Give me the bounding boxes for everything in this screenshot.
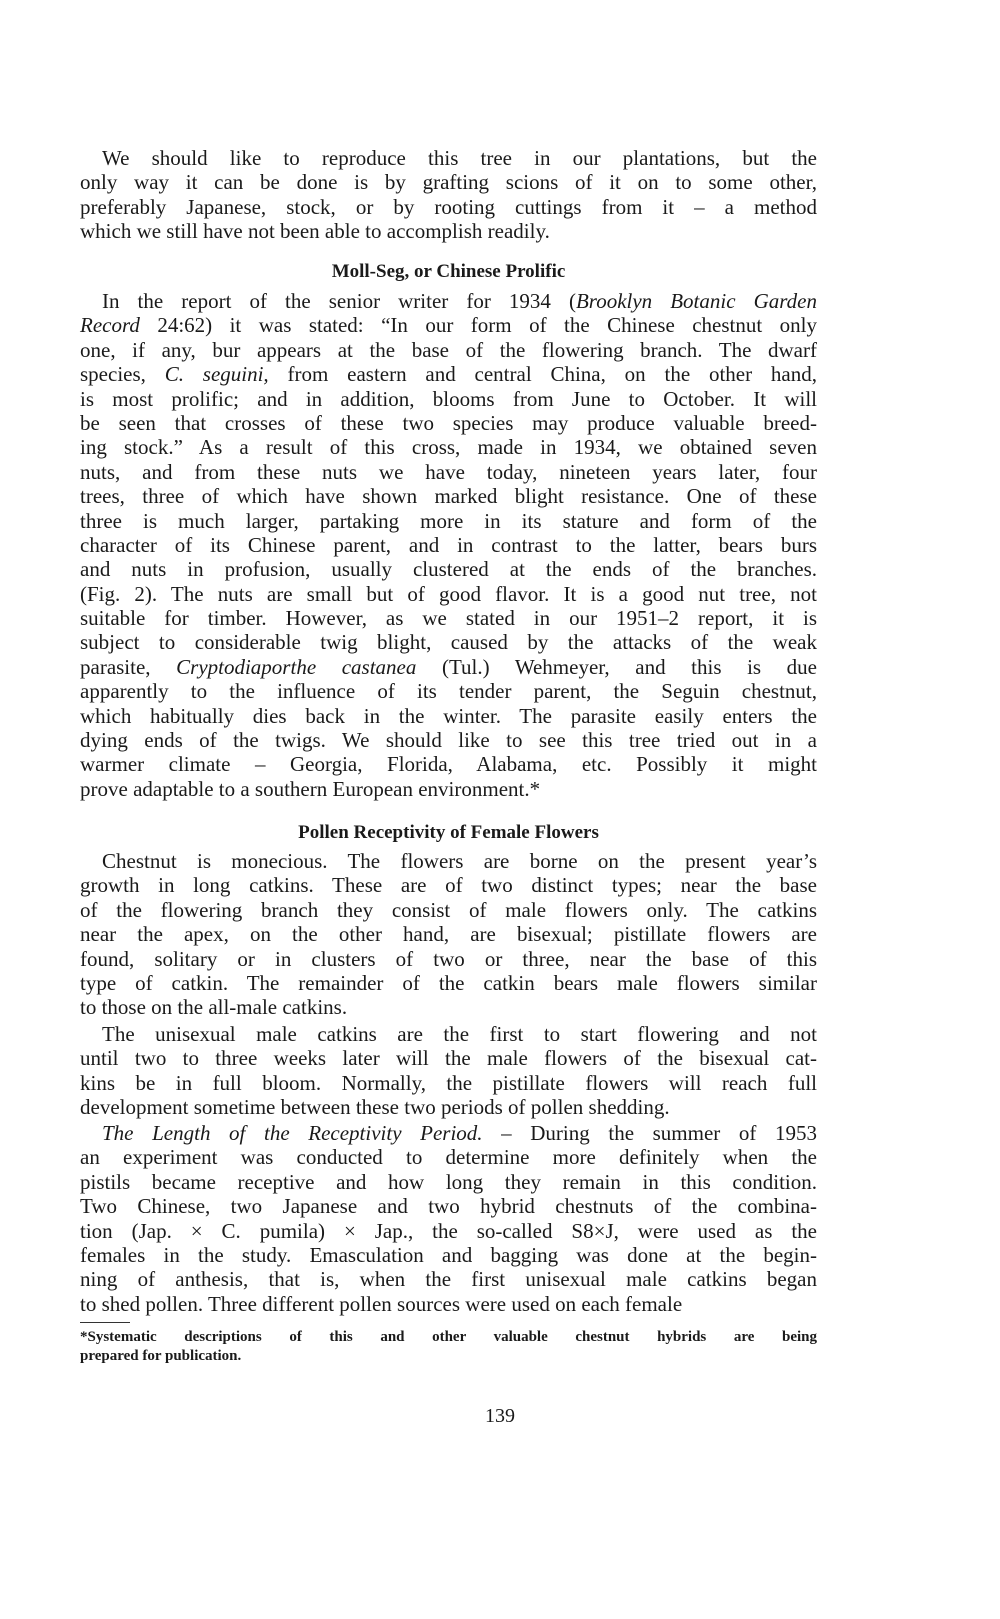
paragraph-monecious bbox=[80, 849, 817, 1020]
italic-text: Brooklyn Botanic Garden bbox=[575, 289, 817, 313]
italic-text: Cryptodiaporthe castanea bbox=[176, 654, 417, 679]
text-line: warmer climate – Georgia, Florida, Alabama, etc. Possibly it might bbox=[80, 752, 817, 777]
text-line: Chestnut is monecious. The flowers are borne on the present year’s bbox=[102, 849, 817, 873]
paragraph-moll-seg bbox=[80, 289, 817, 801]
text-line: kins be in full bloom. Normally, the pistillate flowers will reach full bbox=[80, 1070, 817, 1095]
text-line: We should like to reproduce this tree in our plantations, but the bbox=[102, 146, 817, 170]
text-line: which habitually dies back in the winter. The parasite easily enters the bbox=[80, 703, 817, 728]
text-line: near the apex, on the other hand, are bisexual; pistillate flowers are bbox=[80, 922, 817, 947]
text-line: is most prolific; and in addition, blooms from June to October. It will bbox=[80, 386, 817, 411]
italic-text: C. seguini, bbox=[164, 362, 269, 387]
text-line: one, if any, bur appears at the base of the flowering branch. The dwarf bbox=[80, 337, 817, 362]
text-line: which we still have not been able to accomplish readily. bbox=[80, 219, 550, 244]
text-line bbox=[80, 1121, 817, 1145]
text-line: to those on the all-male catkins. bbox=[80, 995, 348, 1020]
footnote bbox=[80, 1328, 817, 1366]
text-line bbox=[80, 313, 817, 337]
text-segment: 24:62) it was stated: “In our form of the Chinese chestnut only bbox=[139, 313, 817, 338]
text-line: and nuts in profusion, usually clustered at the ends of the branches. bbox=[80, 557, 817, 582]
text-segment: from eastern and central China, on the other hand, bbox=[268, 362, 817, 387]
text-line: character of its Chinese parent, and in contrast to the latter, bears burs bbox=[80, 532, 817, 557]
page-number: 139 bbox=[485, 1405, 515, 1427]
text-line bbox=[80, 655, 817, 679]
text-line: development sometime between these two periods of pollen shedding. bbox=[80, 1095, 670, 1120]
text-segment: (Tul.) Wehmeyer, and this is due bbox=[416, 654, 817, 679]
section-heading-pollen-receptivity: Pollen Receptivity of Female Flowers bbox=[298, 822, 599, 843]
text-line: (Fig. 2). The nuts are small but of good flavor. It is a good nut tree, not bbox=[80, 581, 817, 606]
text-line: three is much larger, partaking more in its stature and form of the bbox=[80, 508, 817, 533]
text-line: of the flowering branch they consist of male flowers only. The catkins bbox=[80, 897, 817, 922]
text-segment: In the report of the senior writer for 1934 ( bbox=[102, 289, 576, 313]
text-line: to shed pollen. Three different pollen sources were used on each female bbox=[80, 1291, 683, 1316]
text-line: ing stock.” As a result of this cross, made in 1934, we obtained seven bbox=[80, 435, 817, 460]
text-line bbox=[80, 289, 817, 313]
text-line: be seen that crosses of these two species may produce valuable breed- bbox=[80, 410, 817, 435]
text-line: Two Chinese, two Japanese and two hybrid chestnuts of the combina- bbox=[80, 1194, 817, 1219]
text-line: The unisexual male catkins are the first to start flowering and not bbox=[102, 1022, 817, 1046]
text-line: growth in long catkins. These are of two distinct types; near the base bbox=[80, 873, 817, 898]
text-line bbox=[80, 362, 817, 386]
text-line: apparently to the influence of its tender parent, the Seguin chestnut, bbox=[80, 679, 817, 704]
text-line: until two to three weeks later will the male flowers of the bisexual cat- bbox=[80, 1046, 817, 1071]
text-line: preferably Japanese, stock, or by rooting cuttings from it – a method bbox=[80, 194, 817, 219]
text-line: subject to considerable twig blight, caused by the attacks of the weak bbox=[80, 630, 817, 655]
footnote-rule bbox=[80, 1322, 130, 1323]
text-line: ning of anthesis, that is, when the first unisexual male catkins began bbox=[80, 1267, 817, 1292]
text-line: prove adaptable to a southern European environment.* bbox=[80, 776, 541, 801]
text-line: dying ends of the twigs. We should like to see this tree tried out in a bbox=[80, 728, 817, 753]
text-segment: parasite, bbox=[80, 654, 177, 679]
footnote-line: *Systematic descriptions of this and other valuable chestnut hybrids are being bbox=[80, 1329, 817, 1345]
text-segment: – During the summer of 1953 bbox=[482, 1121, 817, 1145]
text-segment: species, bbox=[80, 362, 165, 387]
text-line: suitable for timber. However, as we stated in our 1951–2 report, it is bbox=[80, 606, 817, 631]
section-heading-moll-seg: Moll-Seg, or Chinese Prolific bbox=[331, 261, 566, 282]
italic-text: Record bbox=[80, 313, 140, 338]
text-line: pistils became receptive and how long they remain in this condition. bbox=[80, 1169, 817, 1194]
italic-text: The Length of the Receptivity Period. bbox=[102, 1121, 483, 1145]
paragraph-receptivity-period bbox=[80, 1121, 817, 1316]
text-line: only way it can be done is by grafting scions of it on to some other, bbox=[80, 170, 817, 195]
text-line: nuts, and from these nuts we have today, nineteen years later, four bbox=[80, 459, 817, 484]
text-line: females in the study. Emasculation and bagging was done at the begin- bbox=[80, 1242, 817, 1267]
text-line: trees, three of which have shown marked blight resistance. One of these bbox=[80, 484, 817, 509]
paragraph-intro bbox=[80, 146, 817, 244]
text-line: type of catkin. The remainder of the catkin bears male flowers similar bbox=[80, 970, 817, 995]
text-line: tion (Jap. × C. pumila) × Jap., the so-called S8×J, were used as the bbox=[80, 1218, 817, 1243]
text-line: an experiment was conducted to determine more definitely when the bbox=[80, 1145, 817, 1170]
footnote-line: prepared for publication. bbox=[80, 1348, 242, 1364]
text-line: found, solitary or in clusters of two or three, near the base of this bbox=[80, 946, 817, 971]
paragraph-catkins bbox=[80, 1022, 817, 1120]
